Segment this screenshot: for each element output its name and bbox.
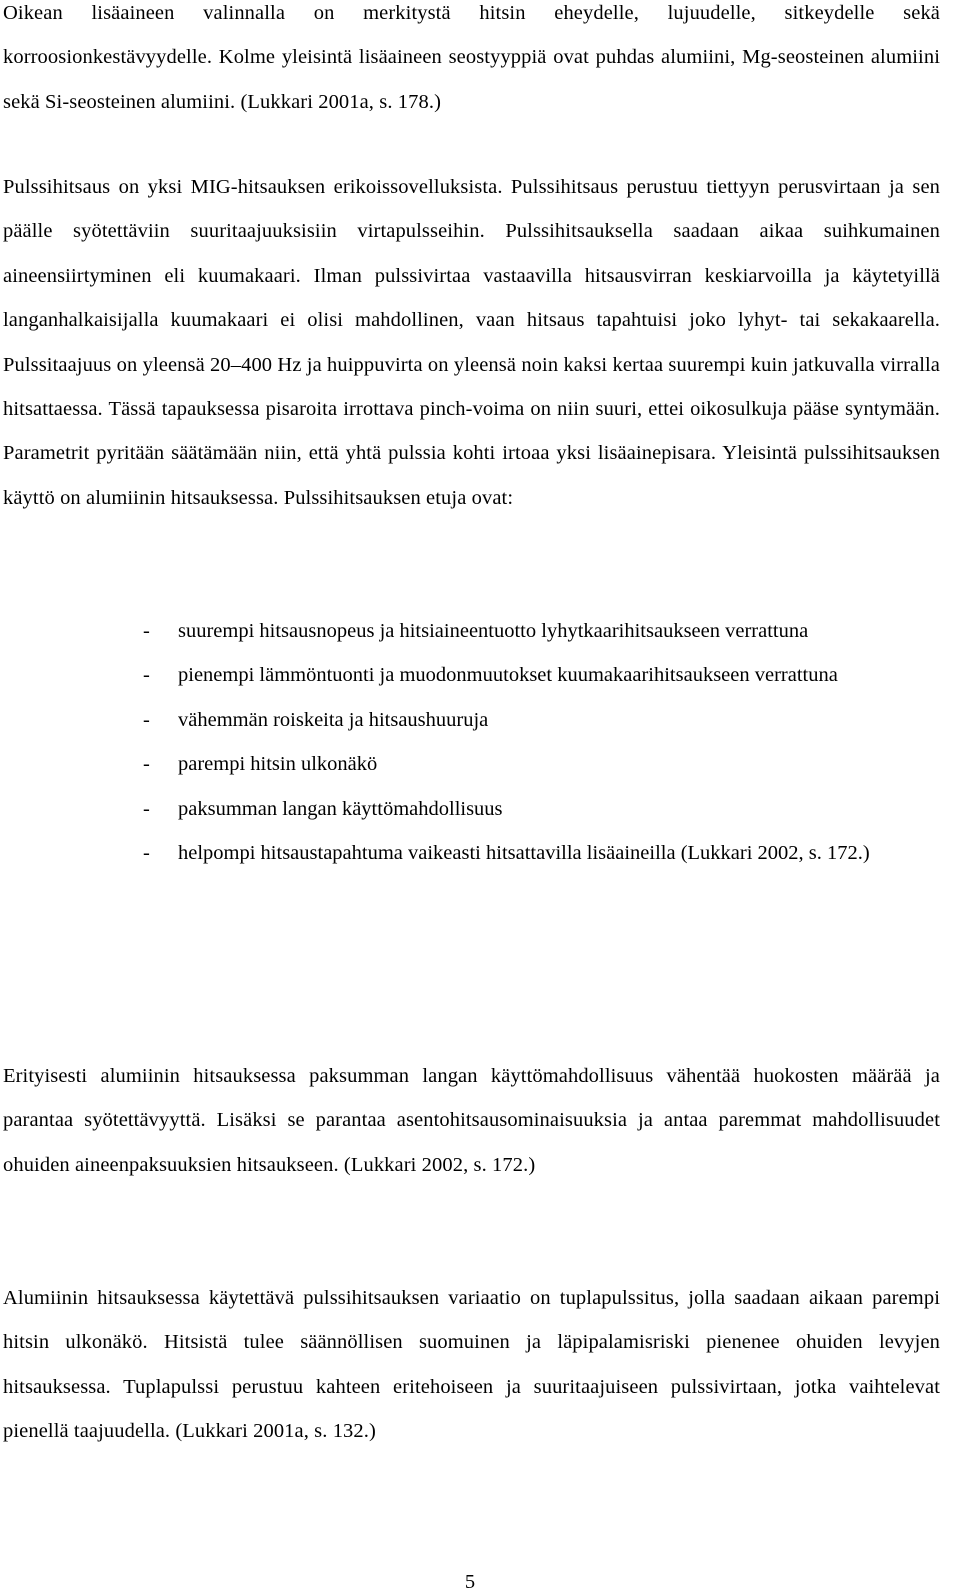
list-item-text: vähemmän roiskeita ja hitsaushuuruja xyxy=(178,708,489,731)
list-item-text: parempi hitsin ulkonäkö xyxy=(178,753,378,776)
list-marker: - xyxy=(143,708,150,731)
list-marker: - xyxy=(143,620,150,642)
list-item-text: suurempi hitsausnopeus ja hitsiaineentuotto lyhytkaarihitsaukseen verrattuna xyxy=(178,620,809,642)
advantages-list xyxy=(3,609,940,875)
paragraph-aluminium-advantages: Erityisesti alumiinin hitsauksessa paksumman langan käyttömahdollisuus vähentää huokosten määrää ja parantaa syötettävyyttä. Lisäksi se parantaa asentohitsausominaisuuksia ja antaa paremmat mahdollisuudet ohuiden aineenpaksuuksien hitsaukseen. (Lukkari 2002, s. 172.) xyxy=(3,1065,940,1176)
paragraph-pulse-welding: Pulssihitsaus on yksi MIG-hitsauksen erikoissovelluksista. Pulssihitsaus perustuu tiettyyn perusvirtaan ja sen päälle syötettäviin suuritaajuuksisiin virtapulsseihin. Pulssihitsauksella saadaan aikaa suihkumainen aineensiirtyminen eli kuumakaari. Ilman pulssivirtaa vastaavilla hitsausvirran keskiarvoilla ja käytetyillä langanhalkaisijalla kuumakaari ei olisi mahdollinen, vaan hitsaus tapahtuisi joko lyhyt- tai sekakaarella. Pulssitaajuus on yleensä 20–400 Hz ja huippuvirta on yleensä noin kaksi kertaa suurempi kuin jatkuvalla virralla hitsattaessa. Tässä tapauksessa pisaroita irrottava pinch-voima on niin suuri, ettei oikosulkuja pääse syntymään. Parametrit pyritään säätämään niin, että yhtä pulssia kohti irtoaa yksi lisäainepisara. Yleisintä pulssihitsauksen käyttö on alumiinin hitsauksessa. Pulssihitsauksen etuja ovat: xyxy=(3,176,940,509)
list-marker: - xyxy=(143,797,150,820)
list-item-text: helpompi hitsaustapahtuma vaikeasti hitsattavilla lisäaineilla (Lukkari 2002, s. 172.) xyxy=(178,842,870,865)
page-number: 5 xyxy=(464,1571,476,1593)
list-item xyxy=(3,609,940,653)
list-marker: - xyxy=(143,664,150,687)
list-item xyxy=(3,831,940,875)
paragraph-filler-material: Oikean lisäaineen valinnalla on merkitystä hitsin eheydelle, lujuudelle, sitkeydelle sekä korroosionkestävyydelle. Kolme yleisintä lisäaineen seostyyppiä ovat puhdas alumiini, Mg-seosteinen alumiini sekä Si-seosteinen alumiini. (Lukkari 2001a, s. 178.) xyxy=(3,2,940,113)
list-item xyxy=(3,698,940,742)
list-item-text: paksumman langan käyttömahdollisuus xyxy=(178,797,503,820)
list-marker: - xyxy=(143,842,150,865)
list-marker: - xyxy=(143,753,150,776)
list-item-text: pienempi lämmöntuonti ja muodonmuutokset kuumakaarihitsaukseen verrattuna xyxy=(178,664,838,687)
list-item xyxy=(3,653,940,697)
list-item xyxy=(3,787,940,831)
paragraph-double-pulse: Alumiinin hitsauksessa käytettävä pulssihitsauksen variaatio on tuplapulssitus, jolla saadaan aikaan parempi hitsin ulkonäkö. Hitsistä tulee säännöllisen suomuinen ja läpipalamisriski pienenee ohuiden levyjen hitsauksessa. Tuplapulssi perustuu kahteen eritehoiseen ja suuritaajuiseen pulssivirtaan, jotka vaihtelevat pienellä taajuudella. (Lukkari 2001a, s. 132.) xyxy=(3,1287,940,1443)
list-item xyxy=(3,742,940,786)
